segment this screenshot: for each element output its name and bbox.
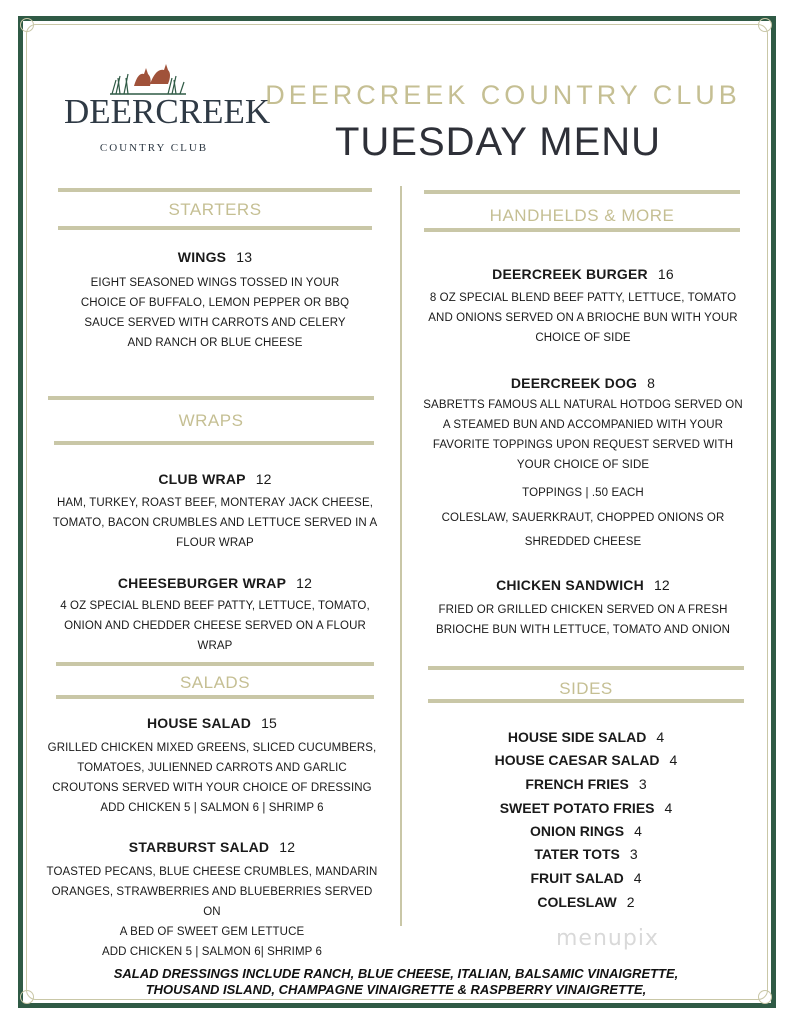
side-item: SWEET POTATO FRIES 4 [499,800,673,816]
menu-item-name: DEERCREEK DOG 8 [510,375,656,391]
logo [64,56,271,164]
section-rule [58,188,372,192]
menu-item-description: GRILLED CHICKEN MIXED GREENS, SLICED CUCUMBERS, TOMATOES, JULIENNED CARROTS AND GARLIC CROUTONS SERVED WITH YOUR CHOICE OF DRESSING ADD CHICKEN 5 | SALMON 6 | SHRIMP 6 [47,742,377,814]
menu-item-description: EIGHT SEASONED WINGS TOSSED IN YOUR CHOICE OF BUFFALO, LEMON PEPPER OR BBQ SAUCE SERVED WITH CARROTS AND CELERY AND RANCH OR BLUE CHEESE [80,277,350,349]
logo-wordmark: DEERCREEK [64,92,271,131]
section-rule [56,662,374,666]
section-title-sides: SIDES [559,679,613,698]
section-rule [424,228,740,232]
menu-item-price: 12 [279,839,296,855]
club-name: DEERCREEK COUNTRY CLUB [265,80,741,110]
menu-item-price: 13 [236,249,253,265]
corner-ornament [20,990,34,1004]
section-rule [428,666,744,670]
menu-item-name: CHICKEN SANDWICH 12 [496,577,670,593]
menu-item-description: SABRETTS FAMOUS ALL NATURAL HOTDOG SERVED ON A STEAMED BUN AND ACCOMPANIED WITH YOUR FAVORITE TOPPINGS UPON REQUEST SERVED WITH YOUR CHOICE OF SIDE [423,399,743,471]
deer-grass-icon [108,56,188,96]
salad-dressings-note: SALAD DRESSINGS INCLUDE RANCH, BLUE CHEESE, ITALIAN, BALSAMIC VINAIGRETTE, THOUSAND ISLAND, CHAMPAGNE VINAIGRETTE & RASPBERRY VINAIGRETTE, [113,966,679,997]
menu-item-name: DEERCREEK BURGER 16 [492,266,674,282]
section-rule [48,396,374,400]
menu-item-price: 12 [255,471,272,487]
menu-item-name: CHEESEBURGER WRAP 12 [117,575,313,591]
side-item: COLESLAW 2 [537,894,635,910]
menu-item-price: 12 [296,575,313,591]
menu-item-name: HOUSE SALAD 15 [146,715,278,731]
column-divider [400,186,402,926]
side-item: ONION RINGS 4 [530,823,642,839]
section-title-starters: STARTERS [168,200,262,219]
menu-item-name: WINGS 13 [177,249,253,265]
watermark: menupix [556,926,659,951]
side-item: TATER TOTS 3 [534,846,638,862]
menu-item-description: 4 OZ SPECIAL BLEND BEEF PATTY, LETTUCE, TOMATO, ONION AND CHEDDER CHEESE SERVED ON A FLOUR WRAP [60,600,370,652]
section-title-wraps: WRAPS [178,411,244,430]
corner-ornament [758,990,772,1004]
menu-item-description: HAM, TURKEY, ROAST BEEF, MONTERAY JACK CHEESE, TOMATO, BACON CRUMBLES AND LETTUCE SERVED IN A FLOUR WRAP [52,497,378,549]
side-item: FRUIT SALAD 4 [530,870,642,886]
section-title-salads: SALADS [179,673,251,692]
section-rule [424,190,740,194]
menu-item-price: 15 [261,715,278,731]
menu-item-price: 8 [647,375,656,391]
menu-item-price: 16 [657,266,674,282]
section-rule [54,441,374,445]
menu-item-description: TOASTED PECANS, BLUE CHEESE CRUMBLES, MANDARIN ORANGES, STRAWBERRIES AND BLUEBERRIES SERVED ON A BED OF SWEET GEM LETTUCE ADD CHICKEN 5 | SALMON 6| SHRIMP 6 [46,866,378,958]
toppings-note: TOPPINGS | .50 EACH COLESLAW, SAUERKRAUT, CHOPPED ONIONS OR SHREDDED CHEESE [441,487,725,548]
section-title-handhelds: HANDHELDS & MORE [489,206,675,225]
section-rule [428,699,744,703]
menu-item-price: 12 [653,577,670,593]
side-item: HOUSE CAESAR SALAD 4 [494,752,678,768]
section-rule [56,695,374,699]
logo-subtitle: COUNTRY CLUB [99,142,209,154]
menu-item-description: FRIED OR GRILLED CHICKEN SERVED ON A FRESH BRIOCHE BUN WITH LETTUCE, TOMATO AND ONION [435,604,731,636]
menu-item-name: CLUB WRAP 12 [158,471,272,487]
side-item: HOUSE SIDE SALAD 4 [507,729,665,745]
corner-ornament [758,18,772,32]
section-rule [58,226,372,230]
menu-item-name: STARBURST SALAD 12 [128,839,296,855]
page-title: TUESDAY MENU [334,120,662,164]
menu-item-description: 8 OZ SPECIAL BLEND BEEF PATTY, LETTUCE, TOMATO AND ONIONS SERVED ON A BRIOCHE BUN WITH YOUR CHOICE OF SIDE [428,292,738,344]
side-item: FRENCH FRIES 3 [525,776,647,792]
corner-ornament [20,18,34,32]
